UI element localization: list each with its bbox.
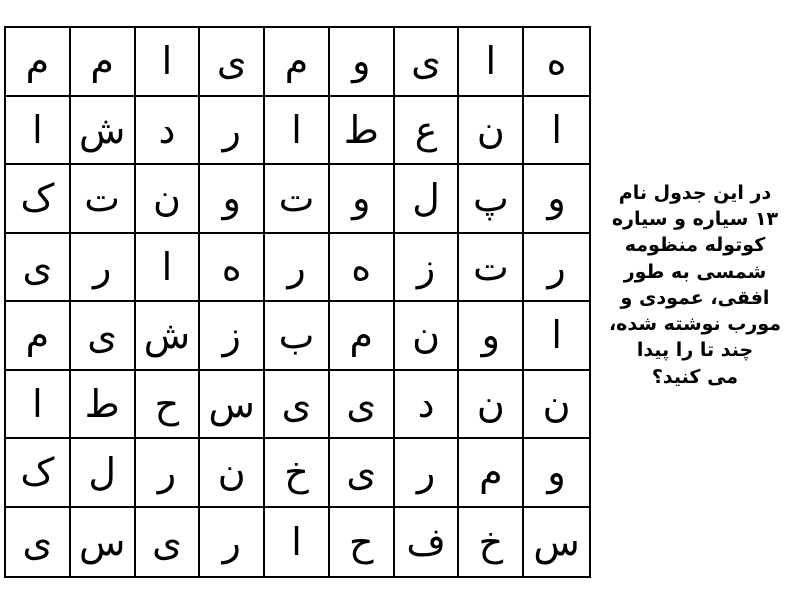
grid-cell[interactable]: ح [136, 371, 201, 440]
grid-cell[interactable]: ت [459, 234, 524, 303]
instructions-text [598, 180, 792, 390]
grid-cell[interactable]: ر [200, 508, 265, 577]
grid-cell[interactable]: ز [200, 302, 265, 371]
grid-cell[interactable]: ا [6, 97, 71, 166]
grid-cell[interactable]: ش [136, 302, 201, 371]
grid-cell[interactable]: ی [330, 439, 395, 508]
grid-cell[interactable]: ح [330, 508, 395, 577]
instructions-line: افقی، عمودی و [620, 286, 770, 309]
grid-cell[interactable]: ی [6, 234, 71, 303]
grid-cell[interactable]: ی [265, 371, 330, 440]
grid-cell[interactable]: م [6, 302, 71, 371]
grid-cell[interactable]: ا [265, 97, 330, 166]
grid-cell[interactable]: ی [71, 302, 136, 371]
grid-cell[interactable]: ی [136, 508, 201, 577]
grid-cell[interactable]: ط [71, 371, 136, 440]
grid-cell[interactable]: ف [395, 508, 460, 577]
grid-cell[interactable]: س [200, 371, 265, 440]
grid-cell[interactable]: ن [395, 302, 460, 371]
grid-cell[interactable]: ک [6, 439, 71, 508]
grid-cell[interactable]: ه [524, 28, 589, 97]
grid-cell[interactable]: ط [330, 97, 395, 166]
grid-cell[interactable]: م [459, 439, 524, 508]
grid-cell[interactable]: ر [524, 234, 589, 303]
grid-cell[interactable]: ه [330, 234, 395, 303]
grid-cell[interactable]: ی [330, 371, 395, 440]
grid-cell[interactable]: ی [6, 508, 71, 577]
grid-cell[interactable]: ک [6, 165, 71, 234]
grid-cell[interactable]: س [533, 519, 580, 564]
instructions-line: چند تا را پیدا [636, 339, 754, 362]
grid-cell[interactable]: ا [136, 28, 201, 97]
grid-cell[interactable]: ا [265, 508, 330, 577]
grid-cell[interactable]: ر [265, 234, 330, 303]
grid-cell[interactable]: س [71, 508, 136, 577]
grid-cell[interactable]: ش [71, 97, 136, 166]
grid-cell[interactable]: ر [200, 97, 265, 166]
grid-cell[interactable]: ت [265, 165, 330, 234]
grid-cell[interactable]: ن [459, 97, 524, 166]
grid-cell[interactable]: خ [265, 439, 330, 508]
grid-cell[interactable]: ن [524, 371, 589, 440]
grid-cell[interactable]: م [265, 28, 330, 97]
grid-cell[interactable]: ر [395, 439, 460, 508]
instructions-line: ۱۳ سیاره و سیاره [611, 208, 779, 231]
grid-cell[interactable]: ا [136, 234, 201, 303]
grid-cell[interactable]: ر [136, 439, 201, 508]
grid-cell[interactable]: ت [71, 165, 136, 234]
instructions-line: شمسی به طور [623, 260, 767, 283]
grid-cell[interactable]: و [524, 165, 589, 234]
grid-cell[interactable]: و [330, 28, 395, 97]
grid-cell[interactable]: ی [200, 28, 265, 97]
grid-cell[interactable]: خ [459, 508, 524, 577]
grid-cell[interactable]: م [71, 28, 136, 97]
grid-cell[interactable]: ع [395, 97, 460, 166]
grid-cell[interactable]: ر [71, 234, 136, 303]
grid-cell[interactable]: ا [459, 28, 524, 97]
grid-cell[interactable]: ا [524, 302, 589, 371]
grid-cell[interactable]: و [330, 165, 395, 234]
grid-cell[interactable]: پ [459, 165, 524, 234]
grid-cell[interactable]: و [524, 439, 589, 508]
grid-cell[interactable]: ن [136, 165, 201, 234]
grid-cell[interactable]: ن [200, 439, 265, 508]
grid-cell[interactable]: م [6, 28, 71, 97]
grid-cell[interactable]: و [459, 302, 524, 371]
grid-cell[interactable]: ه [200, 234, 265, 303]
grid-cell[interactable]: ا [524, 97, 589, 166]
grid-cell[interactable]: د [136, 97, 201, 166]
instructions-line: مورب نوشته شده، [608, 313, 782, 336]
grid-cell[interactable]: ل [71, 439, 136, 508]
grid-cell[interactable]: ا [6, 371, 71, 440]
instructions-line: در این جدول نام [618, 182, 772, 204]
instructions-line: می کنید؟ [651, 365, 739, 388]
grid-cell[interactable]: د [395, 371, 460, 440]
grid-cell[interactable]: ب [265, 302, 330, 371]
grid-cell[interactable]: ن [459, 371, 524, 440]
word-search-grid [4, 26, 591, 578]
grid-cell[interactable]: ی [395, 28, 460, 97]
instructions-line: کوتوله منظومه [624, 234, 766, 257]
grid-cell[interactable]: ز [395, 234, 460, 303]
grid-cell[interactable]: م [330, 302, 395, 371]
grid-cell[interactable]: ل [395, 165, 460, 234]
grid-cell[interactable]: و [200, 165, 265, 234]
